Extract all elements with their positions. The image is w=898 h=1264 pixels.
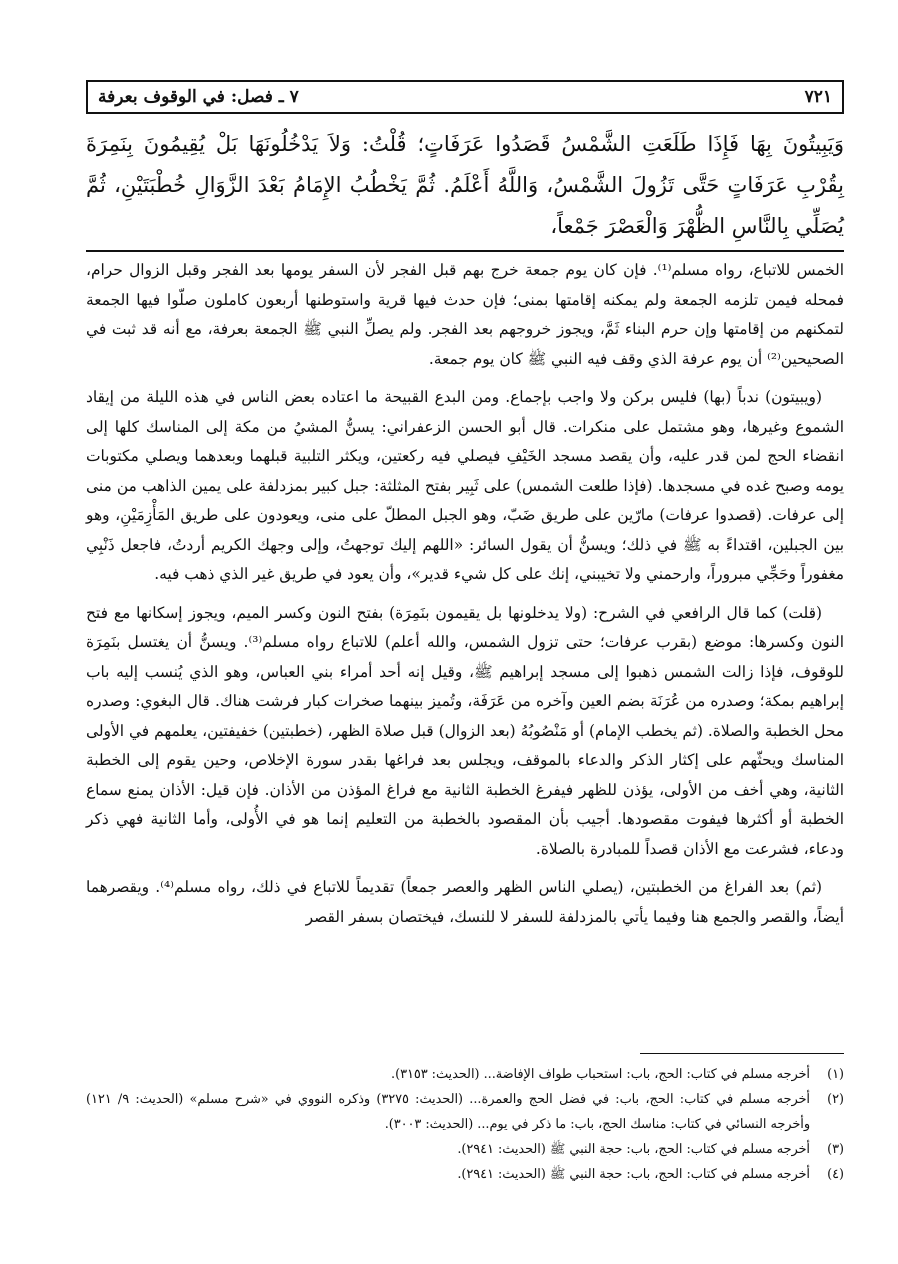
sharh-commentary [86,256,844,941]
sharh-paragraph: (ويبيتون) ندباً (بها) فليس بركن ولا واجب بإجماع. ومن البدع القبيحة ما اعتاده بعض الناس في هذه الليلة من إيقاد الشموع وغيرها، وهو مشتمل على منكرات. قال أبو الحسن الزعفراني: يسنُّ المشيُ من مكة إلى المناسك كلها إلى انقضاء الحج لمن قدر عليه، وأن يقصد مسجد الخَيْفِ فيصلي فيه ركعتين، ويكثر التلبية قبلهما وبعدهما ويصلي مكتوبات يومه وصبح غده في مسجدها. (فإذا طلعت الشمس) على ثَبِير بفتح المثلثة: جبل كبير بمزدلفة على يمين الذاهب من منى إلى عرفات. (قصدوا عرفات) مارّين على طريق ضَبّ، وهو الجبل المطلّ على منى، ويعودون على طريق المَأْزِمَيْنِ، وهو بين الجبلين، اقتداءً به ﷺ في ذلك؛ ويسنُّ أن يقول السائر: «اللهم إليك توجهتُ، وإلى وجهك الكريم أردتُ، فاجعل ذَنْبِي مغفوراً وحَجِّي مبروراً، وارحمني ولا تخيبني، إنك على كل شيء قدير»، وأن يعود في طريق غير الذي ذهب فيه. [86,388,844,583]
running-header [86,80,844,114]
chapter-title: ٧ ـ فصل: في الوقوف بعرفة [98,87,299,107]
footnote-number: (٢) [827,1092,844,1107]
sharh-paragraph: (ثم) بعد الفراغ من الخطبتين، (يصلي الناس الظهر والعصر جمعاً) تقديماً للاتباع في ذلك، رواه مسلم⁽⁴⁾. ويقصرهما أيضاً، والقصر والجمع هنا وفيما يأتي بالمزدلفة للسفر لا للنسك، فيختصان بسفر القصر [86,878,844,926]
footnote-text: أخرجه مسلم في كتاب: الحج، باب: في فضل الحج والعمرة... (الحديث: ٣٢٧٥) وذكره النووي في «شرح مسلم» (الحديث: ٩/ ١٢١) وأخرجه النسائي في كتاب: مناسك الحج، باب: ما ذكر في يوم... (الحديث: ٣٠٠٣). [86,1092,810,1132]
footnote-number: (٣) [827,1142,844,1157]
footnote [86,1162,844,1187]
footnote-divider [640,1053,844,1054]
footnote [86,1137,844,1162]
sharh-paragraph: الخمس للاتباع، رواه مسلم⁽¹⁾. فإن كان يوم جمعة خرج بهم قبل الفجر لأن السفر يومها بعد الفجر وقبل الزوال حرام، فمحله فيمن تلزمه الجمعة ولم يمكنه إقامتها بمنى؛ فإن حدث فيها قرية واستوطنها أربعون كاملون صلّوا فيها الجمعة لتمكنهم من إقامتها وإن حرم البناء ثَمَّ، ويجوز خروجهم بعد الفجر. ولم يصلِّ النبي ﷺ الجمعة بعرفة، مع أنه قد ثبت في الصحيحين⁽²⁾ أن يوم عرفة الذي وقف فيه النبي ﷺ كان يوم جمعة. [86,261,844,368]
footnote-text: أخرجه مسلم في كتاب: الحج، باب: حجة النبي ﷺ (الحديث: ٢٩٤١). [457,1142,810,1157]
matn-divider [86,250,844,252]
matn-text: وَيَبِيتُونَ بِهَا فَإِذَا طَلَعَتِ الشَّمْسُ قَصَدُوا عَرَفَاتٍ؛ قُلْتُ: وَلاَ يَدْخُلُونَهَا بَلْ يُقِيمُونَ بِنَمِرَةَ بِقُرْبِ عَرَفَاتٍ حَتَّى تَزُولَ الشَّمْسُ، وَاللَّهُ أَعْلَمُ. ثُمَّ يَخْطُبُ الإِمَامُ بَعْدَ الزَّوَالِ خُطْبَتَيْنِ، ثُمَّ يُصَلِّي بِالنَّاسِ الظُّهْرَ وَالْعَصْرَ جَمْعاً، [86,132,844,238]
footnotes [86,1062,844,1187]
page-number: ٧٢١ [804,87,832,107]
footnote-number: (١) [827,1067,844,1082]
footnote [86,1087,844,1137]
footnote-text: أخرجه مسلم في كتاب: الحج، باب: استحباب طواف الإفاضة... (الحديث: ٣١٥٣). [391,1067,810,1082]
footnote-text: أخرجه مسلم في كتاب: الحج، باب: حجة النبي ﷺ (الحديث: ٢٩٤١). [457,1167,810,1182]
footnote [86,1062,844,1087]
sharh-paragraph: (قلت) كما قال الرافعي في الشرح: (ولا يدخلونها بل يقيمون بنَمِرَة) بفتح النون وكسر الميم، ويجوز إسكانها مع فتح النون وكسرها: موضع (بقرب عرفات؛ حتى تزول الشمس، والله أعلم) للاتباع رواه مسلم⁽³⁾. ويسنُّ أن يغتسل بنَمِرَة للوقوف، فإذا زالت الشمس ذهبوا إلى مسجد إبراهيم ﷺ، وقيل إنه أحد أمراء بني العباس، وهو الذي يُنسب إليه باب إبراهيم بمكة؛ وصدره من عُرَنَة بضم العين وآخره من عَرَفَة، وتُميز بينهما صخرات كبار فرشت هناك. قال البغوي: وصدره محل الخطبة والصلاة. (ثم يخطب الإمام) أو مَنْصُوبُهُ (بعد الزوال) قبل صلاة الظهر، (خطبتين) خفيفتين، يعلمهم في الأولى المناسك ويحثّهم على إكثار الذكر والدعاء بالموقف، ويجلس بعد فراغها بقدر سورة الإخلاص، وحين يقوم إلى الخطبة الثانية، وهي أخف من الأولى، يؤذن للظهر فيفرغ الخطبة الثانية مع فراغ المؤذن من الأذان. فإن قيل: الأذان يمنع سماع الخطبة أو أكثرها فيفوت مقصودها. أجيب بأن المقصود بالخطبة من التعليم إنما هو في الأُولى، وأما الثانية فهي ذكر ودعاء، فشرعت مع الأذان قصداً للمبادرة بالصلاة. [86,603,844,858]
footnote-number: (٤) [827,1167,844,1182]
